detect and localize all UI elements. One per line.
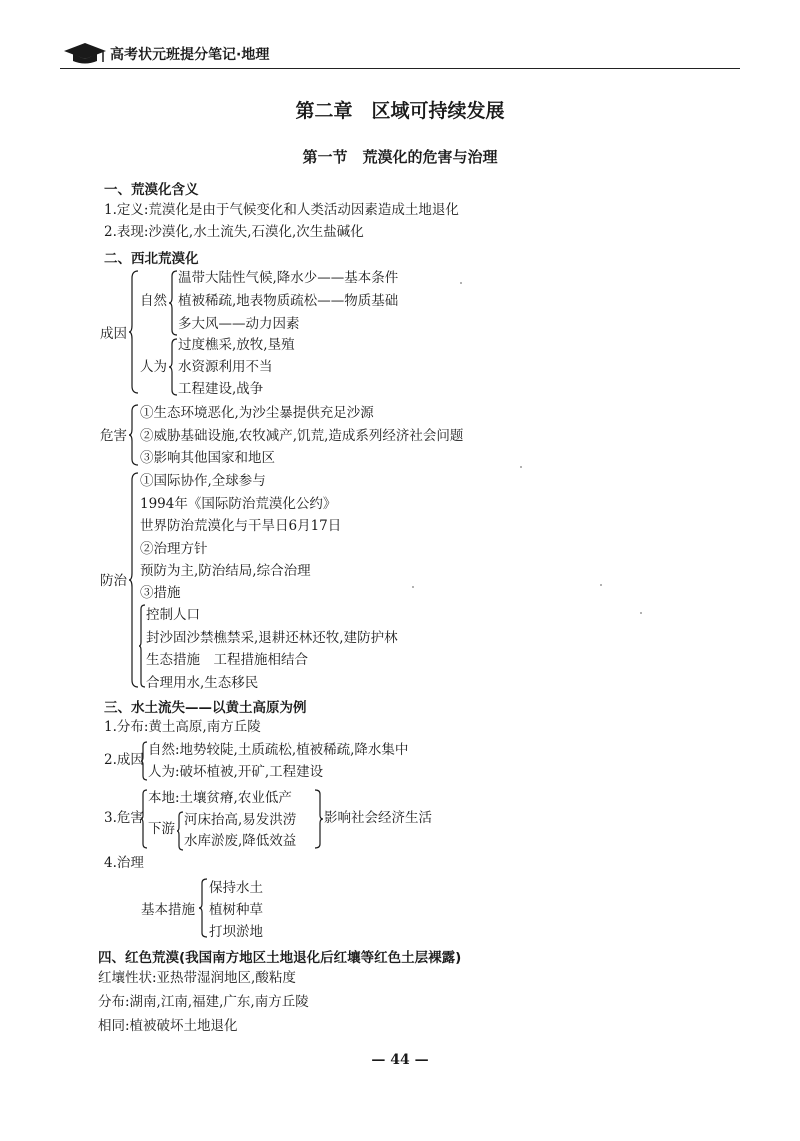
part1-heading: 一、荒漠化含义 <box>104 182 199 198</box>
measure-item: 封沙固沙禁樵禁采,退耕还林还牧,建防护林 <box>146 630 398 646</box>
section-title: 第一节 荒漠化的危害与治理 <box>302 148 498 166</box>
part3-measures-brace <box>198 878 208 938</box>
part4-heading: 四、红色荒漠(我国南方地区土地退化后红壤等红色土层裸露) <box>98 950 462 966</box>
part3-harm-brace <box>140 789 148 849</box>
scan-speck <box>640 612 642 614</box>
measures-brace <box>138 604 146 688</box>
natural-item: 温带大陆性气候,降水少——基本条件 <box>178 270 399 286</box>
part1-definition: 1.定义:荒漠化是由于气候变化和人类活动因素造成土地退化 <box>104 202 459 218</box>
result-brace <box>314 789 324 849</box>
scan-speck <box>520 466 522 468</box>
downstream-brace <box>176 811 184 851</box>
chapter-title: 第二章 区域可持续发展 <box>295 100 505 122</box>
control-item: 预防为主,防治结局,综合治理 <box>140 563 311 579</box>
natural-item: 多大风——动力因素 <box>178 316 300 332</box>
downstream-item: 水库淤废,降低效益 <box>184 833 297 849</box>
measure-item: 合理用水,生态移民 <box>146 675 259 691</box>
part3-cause-item: 自然:地势较陡,土质疏松,植被稀疏,降水集中 <box>148 742 409 758</box>
part3-heading: 三、水土流失——以黄土高原为例 <box>104 700 307 716</box>
part3-harm-label: 3.危害 <box>104 810 144 826</box>
natural-brace <box>168 270 178 336</box>
control-item: ②治理方针 <box>140 541 208 557</box>
header-title: 高考状元班提分笔记·地理 <box>110 47 270 63</box>
part4-line: 红壤性状:亚热带湿润地区,酸粘度 <box>98 970 296 986</box>
natural-label: 自然 <box>140 293 167 309</box>
control-item: ①国际协作,全球参与 <box>140 473 266 489</box>
part4-line: 相同:植被破坏土地退化 <box>98 1018 238 1034</box>
part3-measure-item: 打坝淤地 <box>209 924 263 940</box>
measure-item: 控制人口 <box>146 607 200 623</box>
human-label: 人为 <box>140 359 167 375</box>
harm-item: ③影响其他国家和地区 <box>140 450 275 466</box>
part3-cause-item: 人为:破坏植被,开矿,工程建设 <box>148 764 324 780</box>
cause-brace <box>128 270 140 394</box>
part3-control-label: 4.治理 <box>104 855 144 871</box>
human-brace <box>168 338 178 396</box>
header-rule <box>60 68 740 69</box>
scan-speck <box>600 584 602 586</box>
scan-speck <box>412 586 414 588</box>
harm-label: 危害 <box>100 428 127 444</box>
control-item: 1994年《国际防治荒漠化公约》 <box>140 496 337 512</box>
cause-label: 成因 <box>100 326 127 342</box>
page-number: — 44 — <box>371 1052 429 1068</box>
human-item: 水资源利用不当 <box>178 359 273 375</box>
scan-speck <box>460 282 462 284</box>
part3-cause-label: 2.成因 <box>104 752 144 768</box>
natural-item: 植被稀疏,地表物质疏松——物质基础 <box>178 293 399 309</box>
part3-harm-result: 影响社会经济生活 <box>324 810 432 826</box>
part3-harm-downstream-label: 下游 <box>148 821 175 837</box>
harm-item: ①生态环境恶化,为沙尘暴提供充足沙源 <box>140 405 374 421</box>
measure-item: 生态措施 工程措施相结合 <box>146 652 308 668</box>
harm-brace <box>128 404 140 466</box>
human-item: 过度樵采,放牧,垦殖 <box>178 337 295 353</box>
part4-line: 分布:湖南,江南,福建,广东,南方丘陵 <box>98 994 309 1010</box>
harm-item: ②威胁基础设施,农牧减产,饥荒,造成系列经济社会问题 <box>140 428 464 444</box>
part3-measures-label: 基本措施 <box>141 902 195 918</box>
control-item: 世界防治荒漠化与干旱日6月17日 <box>140 518 342 534</box>
human-item: 工程建设,战争 <box>178 381 264 397</box>
control-item: ③措施 <box>140 585 181 601</box>
control-label: 防治 <box>100 573 127 589</box>
part3-measure-item: 保持水土 <box>209 880 263 896</box>
part1-manifestation: 2.表现:沙漠化,水土流失,石漠化,次生盐碱化 <box>104 224 364 240</box>
part3-cause-brace <box>140 741 148 781</box>
part3-distribution: 1.分布:黄土高原,南方丘陵 <box>104 719 261 735</box>
part3-measure-item: 植树种草 <box>209 902 263 918</box>
part2-heading: 二、西北荒漠化 <box>104 251 199 267</box>
downstream-item: 河床抬高,易发洪涝 <box>184 812 297 828</box>
part3-harm-local: 本地:土壤贫瘠,农业低产 <box>148 790 292 806</box>
graduation-cap-icon <box>62 40 108 66</box>
